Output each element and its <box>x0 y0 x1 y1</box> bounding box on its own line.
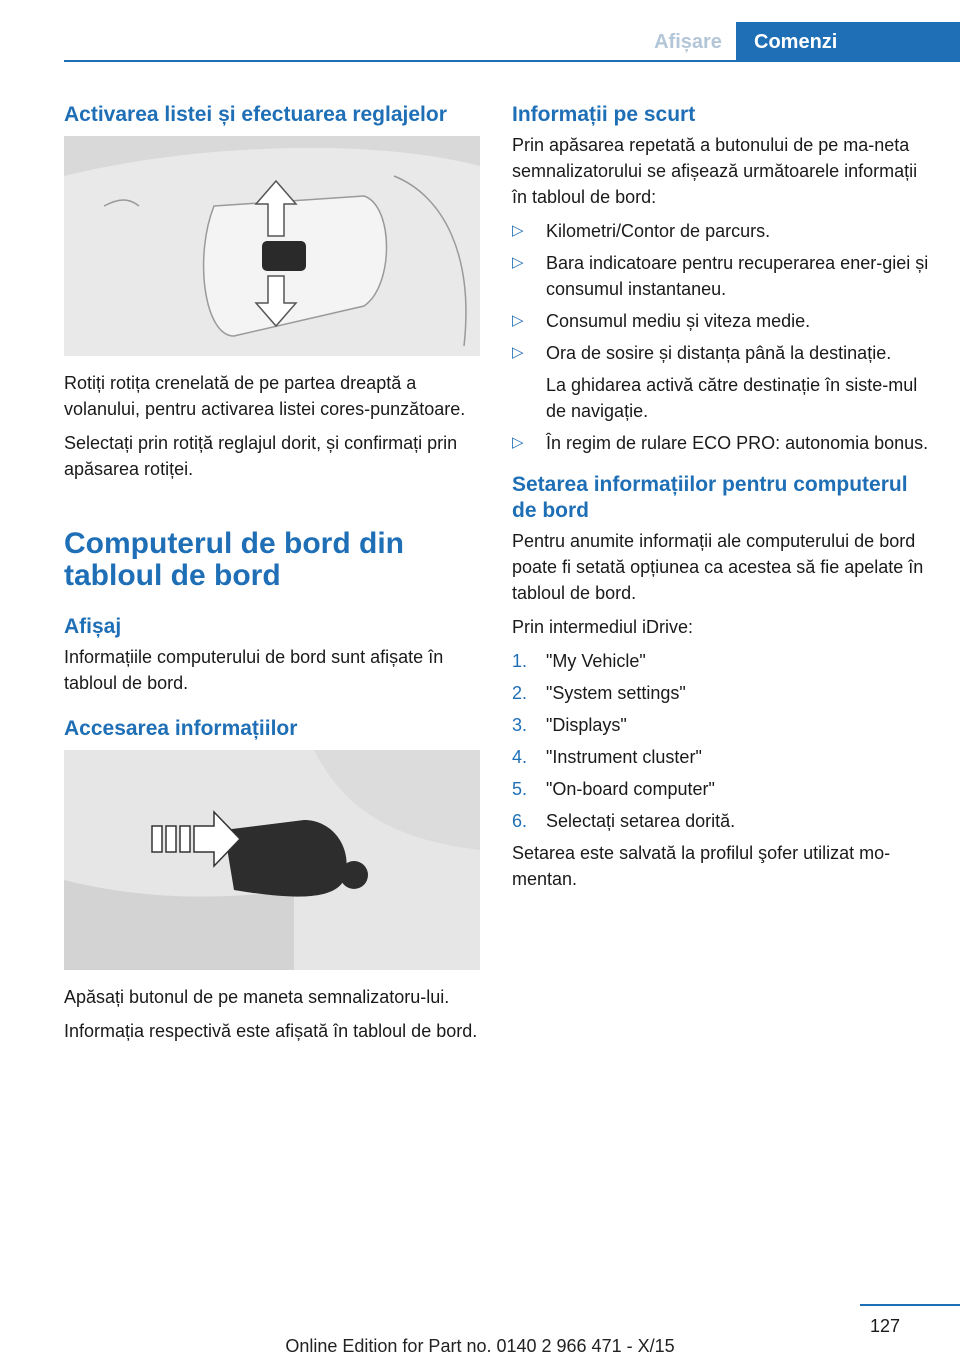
page-header <box>0 0 960 62</box>
edition-footer: Online Edition for Part no. 0140 2 966 471 - X/15 <box>285 1336 675 1356</box>
list-item: ▷ Ora de sosire și distanța până la destinație. <box>512 340 932 366</box>
steps-list <box>512 648 932 834</box>
heading-display: Afișaj <box>64 615 122 638</box>
para-press-button: Apăsați butonul de pe maneta semnalizatoru‐lui. <box>64 987 450 1007</box>
tab-chapter-comenzi[interactable]: Comenzi <box>736 22 960 62</box>
para-idrive: Prin intermediul iDrive: <box>512 617 694 637</box>
list-item: 5. "On-board computer" <box>512 779 715 799</box>
para-brief-intro: Prin apăsarea repetată a butonului de pe ma‐neta semnalizatorului se afișează următoarele informații în tabloul de bord: <box>512 135 918 207</box>
list-item: ▷ În regim de rulare ECO PRO: autonomia bonus. <box>512 430 932 456</box>
header-rule <box>64 60 960 62</box>
triangle-bullet-icon: ▷ <box>512 312 524 329</box>
turn-signal-lever-illustration <box>64 750 480 970</box>
para-saved: Setarea este salvată la profilul şofer utilizat mo‐mentan. <box>512 843 891 889</box>
info-bullet-list <box>512 218 932 366</box>
para-select: Selectați prin rotiță reglajul dorit, și confirmați prin apăsarea rotiței. <box>64 433 458 479</box>
footer-rule <box>860 1304 960 1306</box>
triangle-bullet-icon: ▷ <box>512 344 524 361</box>
chapter-title: Computerul de bord din tabloul de bord <box>64 527 404 592</box>
list-item: 1. "My Vehicle" <box>512 651 646 671</box>
steering-wheel-roller-illustration <box>64 136 480 356</box>
heading-access: Accesarea informațiilor <box>64 717 298 740</box>
list-item: 2. "System settings" <box>512 683 686 703</box>
triangle-bullet-icon: ▷ <box>512 434 524 451</box>
list-item: 6. Selectați setarea dorită. <box>512 811 736 831</box>
tab-section-afisare[interactable]: Afișare <box>654 31 722 53</box>
bullet-sub-note: La ghidarea activă către destinație în siste‐mul de navigație. <box>546 375 918 421</box>
para-rotate: Rotiți rotița crenelată de pe partea dreaptă a volanului, pentru activarea listei cores‐punzătoare. <box>64 373 466 419</box>
list-item: ▷ Consumul mediu și viteza medie. <box>512 308 932 334</box>
list-item: 4. "Instrument cluster" <box>512 747 702 767</box>
para-display: Informațiile computerului de bord sunt afișate în tabloul de bord. <box>64 647 444 693</box>
para-settings: Pentru anumite informații ale computerului de bord poate fi setată opțiunea ca acestea să fie apelate în tabloul de bord. <box>512 531 924 603</box>
left-column <box>64 102 480 1052</box>
list-item: ▷ Kilometri/Contor de parcurs. <box>512 218 932 244</box>
triangle-bullet-icon: ▷ <box>512 222 524 239</box>
para-info-displayed: Informația respectivă este afișată în tabloul de bord. <box>64 1021 478 1041</box>
page-number: 127 <box>869 1316 900 1336</box>
right-column <box>512 102 932 900</box>
heading-brief-info: Informații pe scurt <box>512 103 696 126</box>
triangle-bullet-icon: ▷ <box>512 254 524 271</box>
list-item: ▷ Bara indicatoare pentru recuperarea ener‐giei și consumul instantaneu. <box>512 250 932 302</box>
list-item: 3. "Displays" <box>512 715 627 735</box>
info-bullet-list-cont <box>512 430 932 456</box>
heading-settings: Setarea informațiilor pentru computerul de bord <box>512 473 908 522</box>
heading-activation: Activarea listei și efectuarea reglajelor <box>64 103 447 126</box>
